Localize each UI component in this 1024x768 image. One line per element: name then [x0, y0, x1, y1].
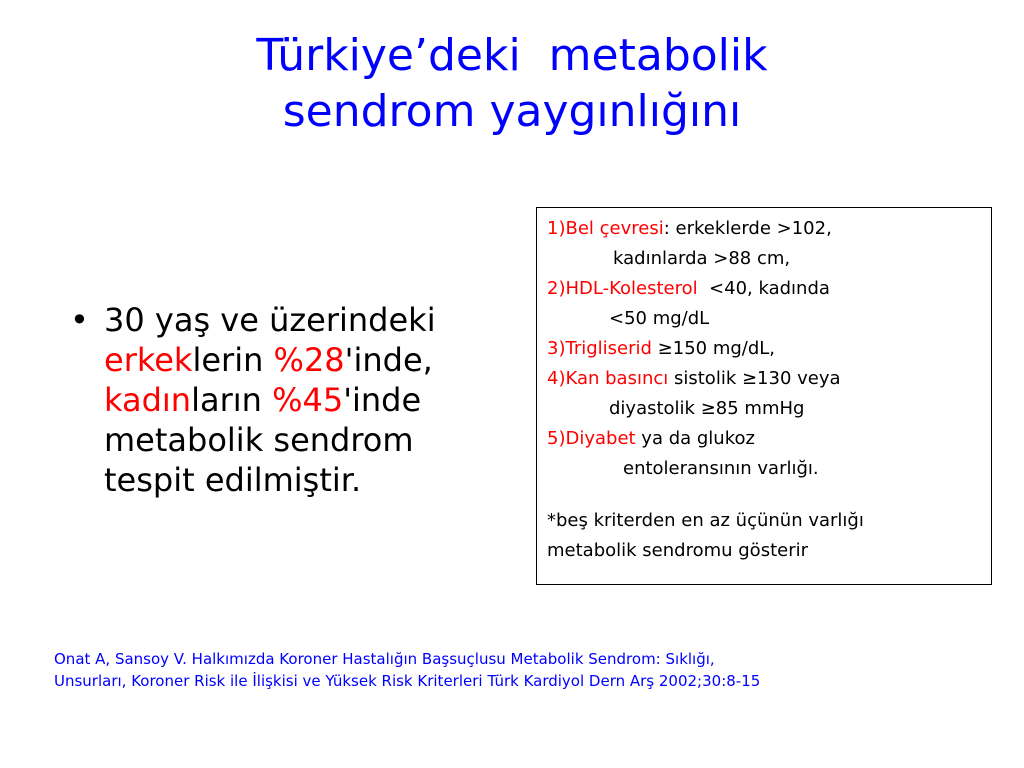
- bullet-highlight-women: kadın: [104, 381, 192, 419]
- prevalence-bullet: [70, 300, 510, 500]
- bullet-highlight-men: erkek: [104, 341, 193, 379]
- criterion-label: 5)Diyabet: [547, 428, 636, 449]
- criterion-label: 4)Kan basıncı: [547, 368, 669, 389]
- bullet-dot-icon: •: [70, 301, 89, 339]
- slide-title: [0, 28, 1024, 140]
- criterion-diabetes-cont: entoleransının varlığı.: [623, 458, 819, 479]
- criterion-waist-cont: kadınlarda >88 cm,: [613, 248, 791, 269]
- criterion-text: sistolik ≥130 veya: [668, 368, 841, 389]
- criterion-label: 3)Trigliserid: [547, 338, 652, 359]
- bullet-text-part: lerin: [192, 341, 274, 379]
- criteria-box: [536, 207, 992, 585]
- bullet-text-part: ların: [191, 381, 273, 419]
- criteria-spacer: [547, 484, 981, 506]
- reference-line-2: Unsurları, Koroner Risk ile İlişkisi ve Yüksek Risk Kriterleri Türk Kardiyol Dern Arş 2002;30:8-15: [54, 672, 761, 690]
- criterion-diabetes: [547, 424, 981, 454]
- bullet-highlight-women-percent: %45: [272, 381, 344, 419]
- criterion-label: 2)HDL-Kolesterol: [547, 278, 698, 299]
- criterion-text: : erkeklerde >102,: [663, 218, 832, 239]
- criteria-note-line-1: *beş kriterden en az üçünün varlığı: [547, 510, 864, 531]
- criterion-hdl: [547, 274, 981, 304]
- bullet-highlight-men-percent: %28: [273, 341, 345, 379]
- criterion-blood-pressure: [547, 364, 981, 394]
- criterion-hdl-cont: <50 mg/dL: [609, 308, 710, 329]
- bullet-text-part: 'inde,: [344, 341, 433, 379]
- criterion-label: 1)Bel çevresi: [547, 218, 664, 239]
- slide-title-line-1: Türkiye’deki metabolik: [256, 30, 768, 81]
- criterion-text: ya da glukoz: [635, 428, 755, 449]
- criteria-note-line-2: metabolik sendromu gösterir: [547, 540, 808, 561]
- criterion-blood-pressure-cont: diyastolik ≥85 mmHg: [609, 398, 805, 419]
- criterion-triglyceride: [547, 334, 981, 364]
- bullet-text-part: 30 yaş ve üzerindeki: [104, 301, 436, 339]
- criterion-text: <40, kadında: [697, 278, 830, 299]
- slide-title-line-2: sendrom yaygınlığını: [282, 86, 742, 137]
- reference-citation: [54, 648, 994, 692]
- bullet-text-part: 'inde metabolik sendrom tespit edilmiştir.: [104, 381, 422, 499]
- criterion-text: ≥150 mg/dL,: [651, 338, 776, 359]
- bullet-text: [104, 300, 510, 500]
- reference-line-1: Onat A, Sansoy V. Halkımızda Koroner Hastalığın Başsuçlusu Metabolik Sendrom: Sıklığı,: [54, 650, 715, 668]
- criterion-waist: [547, 214, 981, 244]
